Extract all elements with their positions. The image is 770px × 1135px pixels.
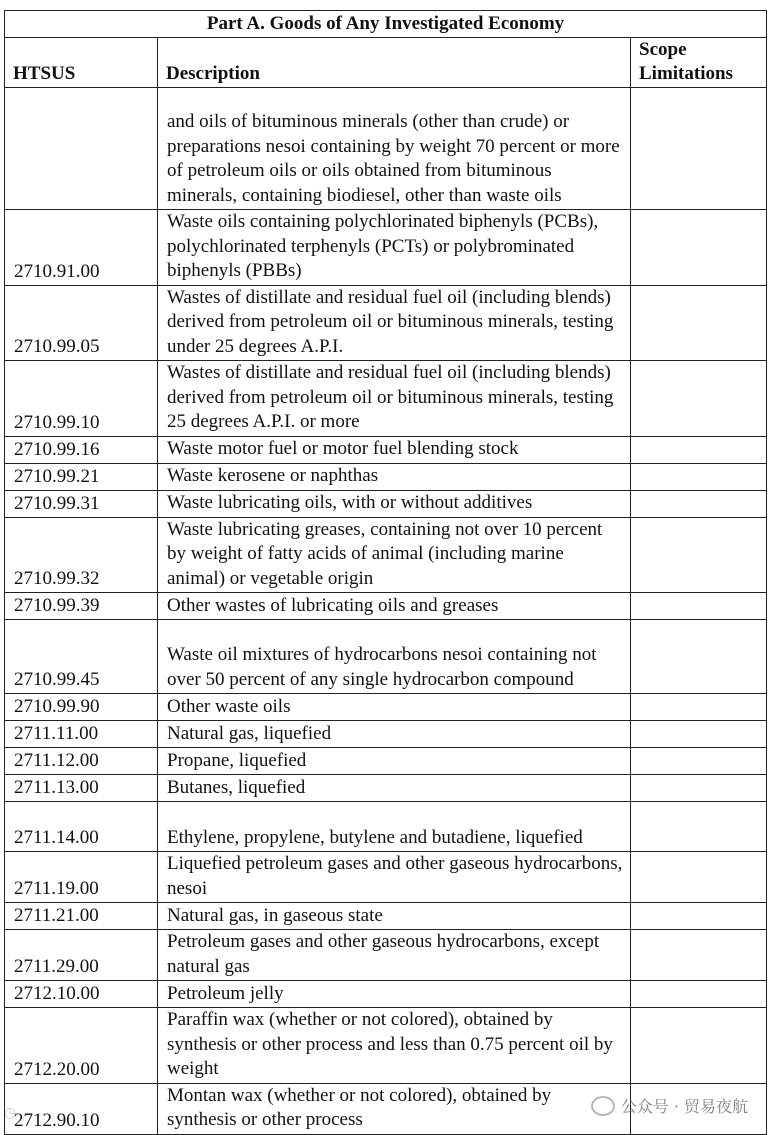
htsus-code: 2710.99.10 [5, 361, 158, 437]
htsus-code: 2710.99.16 [5, 436, 158, 463]
table-row [5, 436, 767, 463]
scope-cell [631, 1008, 767, 1084]
htsus-code [5, 88, 158, 210]
scope-cell [631, 361, 767, 437]
description-cell: Petroleum gases and other gaseous hydrocarbons, except natural gas [158, 930, 631, 981]
description-cell: Wastes of distillate and residual fuel oil (including blends) derived from petroleum oil or bituminous minerals, testing 25 degrees A.P.I. or more [158, 361, 631, 437]
table-row [5, 802, 767, 852]
description-cell: Natural gas, in gaseous state [158, 903, 631, 930]
scope-cell [631, 748, 767, 775]
description-cell: Ethylene, propylene, butylene and butadiene, liquefied [158, 802, 631, 852]
htsus-code: 2711.21.00 [5, 903, 158, 930]
htsus-code: 2711.12.00 [5, 748, 158, 775]
scope-cell [631, 981, 767, 1008]
table-row [5, 775, 767, 802]
htsus-code: 2710.91.00 [5, 210, 158, 286]
table-row [5, 361, 767, 437]
description-cell: Other waste oils [158, 694, 631, 721]
scope-cell [631, 775, 767, 802]
description-cell: Liquefied petroleum gases and other gaseous hydrocarbons, nesoi [158, 852, 631, 903]
htsus-code: 2711.19.00 [5, 852, 158, 903]
scope-cell [631, 593, 767, 620]
htsus-code: 2712.20.00 [5, 1008, 158, 1084]
htsus-code: 2710.99.21 [5, 463, 158, 490]
scope-cell [631, 517, 767, 593]
table-row [5, 490, 767, 517]
table-row [5, 852, 767, 903]
watermark-text: 公众号 · 贸易夜航 [620, 1097, 748, 1116]
htsus-code: 2711.11.00 [5, 721, 158, 748]
wechat-icon [591, 1096, 615, 1116]
description-header: Description [158, 38, 631, 88]
htsus-code: 2710.99.39 [5, 593, 158, 620]
scope-cell [631, 436, 767, 463]
description-cell: Wastes of distillate and residual fuel oil (including blends) derived from petroleum oil or bituminous minerals, testing under 25 degrees A.P.I. [158, 285, 631, 361]
description-cell: Montan wax (whether or not colored), obtained by synthesis or other process [158, 1083, 631, 1134]
table-row [5, 88, 767, 210]
description-cell: Paraffin wax (whether or not colored), obtained by synthesis or other process and less than 0.75 percent oil by weight [158, 1008, 631, 1084]
table-row [5, 1008, 767, 1084]
table-row [5, 930, 767, 981]
scope-cell [631, 930, 767, 981]
description-cell: Propane, liquefied [158, 748, 631, 775]
table-row [5, 620, 767, 694]
scope-cell [631, 463, 767, 490]
scope-cell [631, 210, 767, 286]
description-cell: Other wastes of lubricating oils and greases [158, 593, 631, 620]
scope-cell [631, 490, 767, 517]
scope-cell [631, 852, 767, 903]
scope-header: Scope Limitations [631, 38, 767, 88]
description-cell: Waste kerosene or naphthas [158, 463, 631, 490]
scope-cell [631, 88, 767, 210]
part-title: Part A. Goods of Any Investigated Economy [5, 11, 767, 38]
table-row [5, 593, 767, 620]
table-row [5, 748, 767, 775]
scope-cell [631, 620, 767, 694]
htsus-code: 2712.10.00 [5, 981, 158, 1008]
description-cell: Waste oil mixtures of hydrocarbons nesoi containing not over 50 percent of any single hydrocarbon compound [158, 620, 631, 694]
htsus-code: 2712.90.10 [5, 1083, 158, 1134]
description-cell: Butanes, liquefied [158, 775, 631, 802]
table-row [5, 721, 767, 748]
description-cell: Waste oils containing polychlorinated biphenyls (PCBs), polychlorinated terphenyls (PCTs) or polybrominated biphenyls (PBBs) [158, 210, 631, 286]
htsus-code: 2711.13.00 [5, 775, 158, 802]
htsus-code: 2711.14.00 [5, 802, 158, 852]
goods-table [4, 10, 767, 1135]
htsus-code: 2710.99.90 [5, 694, 158, 721]
description-cell: Waste lubricating greases, containing not over 10 percent by weight of fatty acids of animal (including marine animal) or vegetable origin [158, 517, 631, 593]
scope-cell [631, 721, 767, 748]
table-row [5, 210, 767, 286]
description-cell: Waste lubricating oils, with or without additives [158, 490, 631, 517]
htsus-code: 2710.99.05 [5, 285, 158, 361]
table-row [5, 903, 767, 930]
htsus-header: HTSUS [5, 38, 158, 88]
description-cell: Petroleum jelly [158, 981, 631, 1008]
table-row [5, 694, 767, 721]
watermark [591, 1094, 748, 1117]
watermark-left: ◷ [4, 1105, 17, 1121]
table-row [5, 517, 767, 593]
table-row [5, 285, 767, 361]
description-cell: Natural gas, liquefied [158, 721, 631, 748]
htsus-code: 2710.99.32 [5, 517, 158, 593]
htsus-code: 2710.99.31 [5, 490, 158, 517]
table-row [5, 981, 767, 1008]
table-row [5, 463, 767, 490]
scope-cell [631, 802, 767, 852]
scope-cell [631, 694, 767, 721]
htsus-code: 2710.99.45 [5, 620, 158, 694]
htsus-code: 2711.29.00 [5, 930, 158, 981]
scope-cell [631, 285, 767, 361]
table-body [5, 88, 767, 1135]
description-cell: Waste motor fuel or motor fuel blending stock [158, 436, 631, 463]
description-cell: and oils of bituminous minerals (other than crude) or preparations nesoi containing by weight 70 percent or more of petroleum oils or oils obtained from bituminous minerals, containing biodiesel, other than waste oils [158, 88, 631, 210]
scope-cell [631, 903, 767, 930]
